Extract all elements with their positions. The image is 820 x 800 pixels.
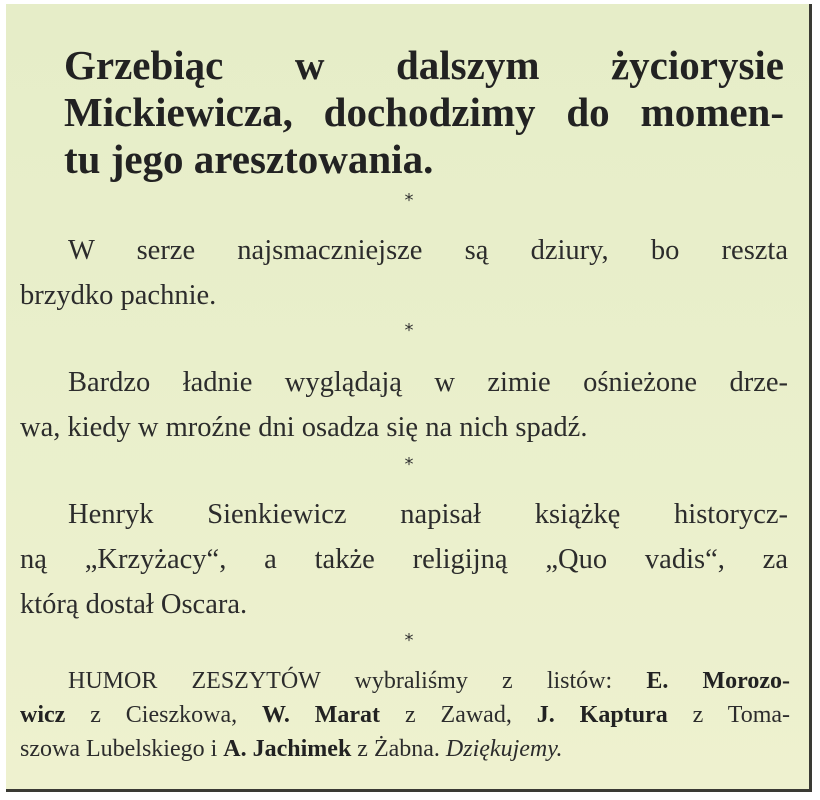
thanks-text: Dziękujemy. — [445, 736, 563, 762]
contributor-name: wicz — [20, 702, 66, 728]
credits-intro: HUMOR ZESZYTÓW wybraliśmy z listów: — [68, 668, 613, 694]
credits-line — [20, 732, 790, 766]
joke-line: brzydko pachnie. — [20, 280, 217, 311]
contributor-town: szowa Lubelskiego i — [20, 736, 218, 762]
headline-line: tu jego aresztowania. — [64, 136, 434, 182]
contributor-name: J. Kaptura — [536, 702, 668, 728]
joke-line: Henryk Sienkiewicz napisał książkę historycz- — [68, 499, 788, 530]
separator-star: * — [404, 454, 414, 475]
contributor-town: z Toma- — [692, 702, 791, 728]
joke-paragraph — [20, 228, 788, 318]
credits-line — [20, 664, 790, 698]
headline-line: Grzebiąc w dalszym życiorysie — [64, 42, 784, 88]
joke-paragraph — [20, 360, 788, 450]
joke-paragraph — [20, 492, 788, 627]
separator-star: * — [404, 630, 414, 651]
joke-line: którą dostał Oscara. — [20, 589, 248, 620]
contributor-name: W. Marat — [262, 702, 381, 728]
newspaper-clipping — [6, 4, 812, 792]
credits-paragraph — [20, 664, 790, 766]
joke-line: W serze najsmaczniejsze są dziury, bo reszta — [68, 235, 788, 266]
joke-line: ną „Krzyżacy“, a także religijną „Quo vadis“, za — [20, 544, 788, 575]
separator-star: * — [404, 320, 414, 341]
separator-star: * — [404, 190, 414, 211]
joke-line: wa, kiedy w mroźne dni osadza się na nich spadź. — [20, 412, 588, 443]
contributor-name: E. Morozo- — [646, 668, 790, 694]
contributor-town: z Cieszkowa, — [90, 702, 238, 728]
headline — [64, 42, 784, 183]
contributor-town: z Zawad, — [404, 702, 512, 728]
credits-line — [20, 698, 790, 732]
headline-line: Mickiewicza, dochodzimy do momen- — [64, 89, 784, 135]
contributor-name: A. Jachimek — [223, 736, 352, 762]
contributor-town: z Żabna. — [357, 736, 440, 762]
joke-line: Bardzo ładnie wyglądają w zimie ośnieżone drze- — [68, 367, 788, 398]
